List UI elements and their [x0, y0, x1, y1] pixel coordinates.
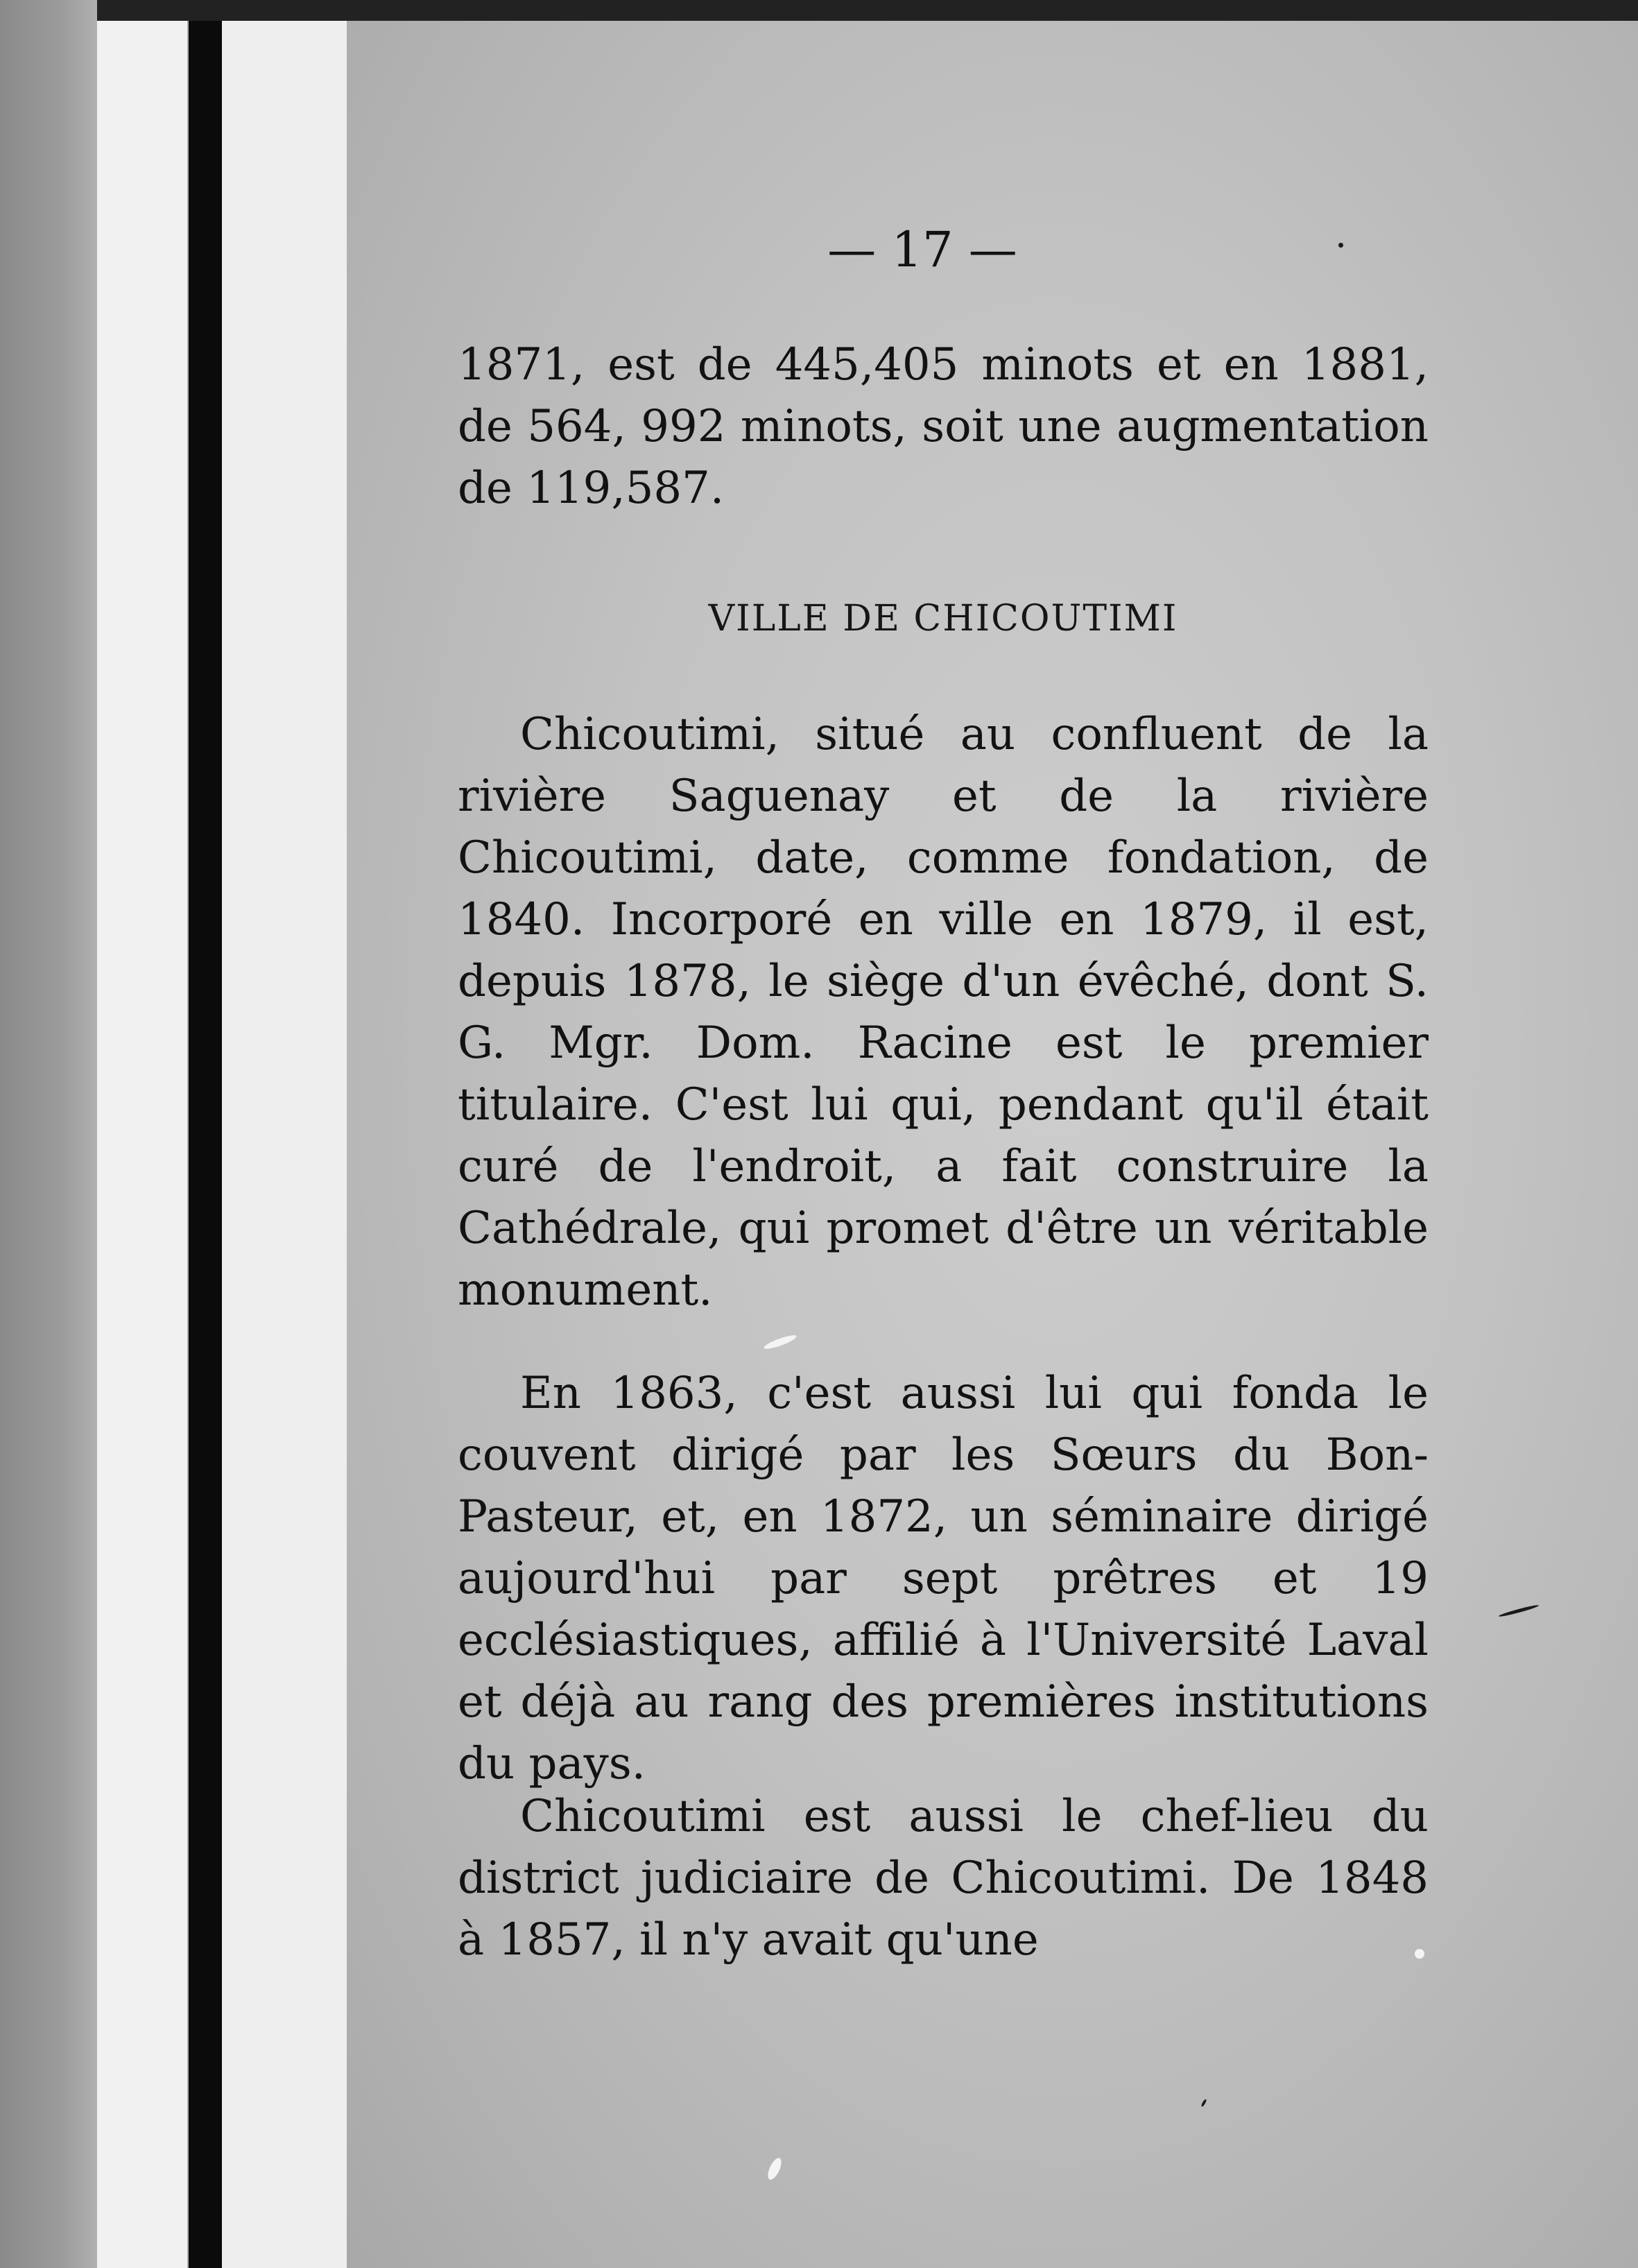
paragraph-1: Chicoutimi, situé au confluent de la rivière Saguenay et de la rivière Chicoutimi, date, comme fondation, de 1840. Incorporé en ville en 1879, il est, depuis 1878, le siège d'un évêché, dont S. G. Mgr. Dom. Racine est le premier titulaire. C'est lui qui, pendant qu'il était curé de l'endroit, a fait construire la Cathédrale, qui promet d'être un véritable monument. [458, 709, 1429, 1316]
film-strip-light [97, 21, 187, 2268]
scan-speck [765, 2156, 784, 2182]
scan-speck [763, 1333, 798, 1351]
scan-speck [1200, 2099, 1207, 2107]
scan-top-edge [0, 0, 1638, 21]
page-number: — 17 — [827, 221, 1017, 278]
scan-speck [1498, 1604, 1539, 1617]
book-page [347, 21, 1638, 2268]
scan-left-margin [0, 0, 97, 2268]
paragraph-3: Chicoutimi est aussi le chef-lieu du district judiciaire de Chicoutimi. De 1848 à 1857, il n'y avait qu'une [458, 1791, 1429, 1966]
film-strip-light-2 [222, 21, 347, 2268]
paragraph-2: En 1863, c'est aussi lui qui fonda le couvent dirigé par les Sœurs du Bon-Pasteur, et, en 1872, un séminaire dirigé aujourd'hui par sept prêtres et 19 ecclésiastiques, affilié à l'Université Laval et déjà au rang des premières institutions du pays. [458, 1368, 1429, 1789]
scan-speck [1338, 243, 1343, 248]
intro-paragraph: 1871, est de 445,405 minots et en 1881, de 564, 992 minots, soit une augmentation de 119,587. [458, 339, 1429, 514]
section-heading: VILLE DE CHICOUTIMI [708, 598, 1178, 639]
film-strip-dark [189, 21, 222, 2268]
scan-speck [1415, 1949, 1424, 1959]
